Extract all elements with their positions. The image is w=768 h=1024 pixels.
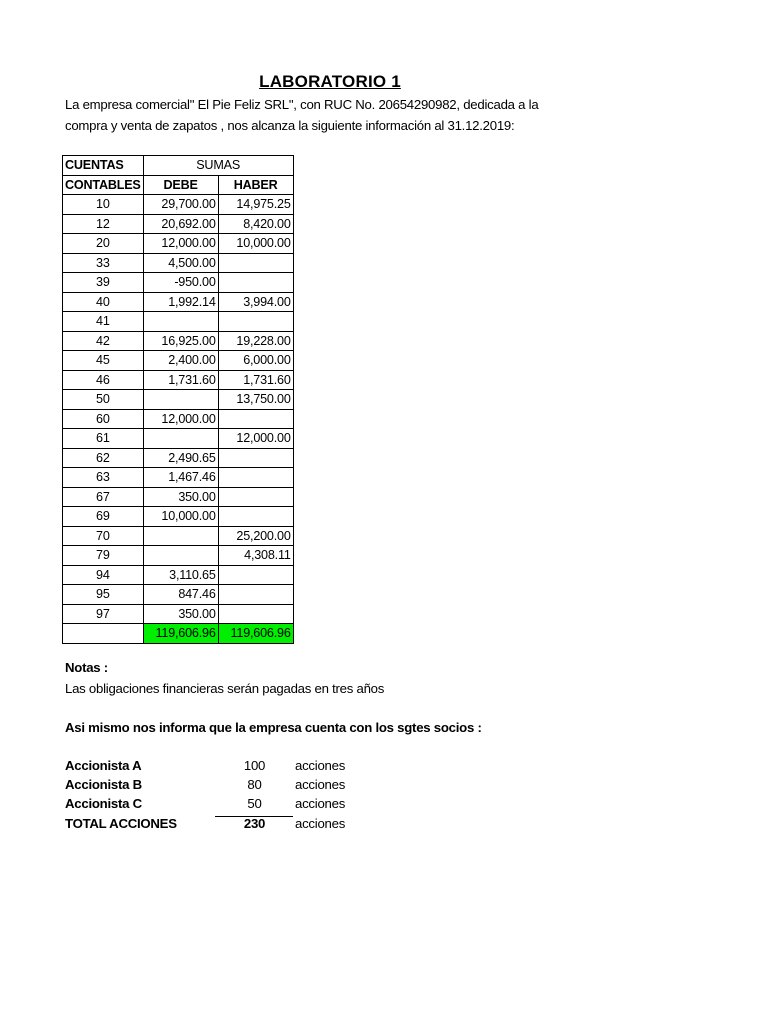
ledger-row: [63, 487, 294, 507]
ledger-row: [63, 468, 294, 488]
ledger-row: [63, 214, 294, 234]
shareholder-row-c: [65, 796, 365, 815]
haber-cell: 3,994.00: [218, 292, 293, 312]
account-code-cell: 20: [63, 234, 144, 254]
debe-cell: -950.00: [143, 273, 218, 293]
haber-cell: [218, 409, 293, 429]
notes-line-2: Asi mismo nos informa que la empresa cuenta con los sgtes socios :: [65, 720, 482, 735]
account-code-cell: 12: [63, 214, 144, 234]
ledger-row: [63, 604, 294, 624]
haber-cell: 14,975.25: [218, 195, 293, 215]
ledger-row: [63, 351, 294, 371]
shareholder-row-b: [65, 777, 365, 796]
haber-cell: 19,228.00: [218, 331, 293, 351]
totals-empty-cell: [63, 624, 144, 644]
ledger-row: [63, 253, 294, 273]
account-code-cell: 60: [63, 409, 144, 429]
shareholder-total-qty: 230: [243, 816, 266, 831]
account-code-cell: 46: [63, 370, 144, 390]
debe-cell: 350.00: [143, 604, 218, 624]
account-code-cell: 63: [63, 468, 144, 488]
debe-cell: 1,731.60: [143, 370, 218, 390]
ledger-row: [63, 409, 294, 429]
header-debe: DEBE: [143, 175, 218, 195]
header-contables: CONTABLES: [63, 175, 144, 195]
debe-cell: 2,490.65: [143, 448, 218, 468]
total-haber-cell: 119,606.96: [218, 624, 293, 644]
notes-line-1: Las obligaciones financieras serán pagadas en tres años: [65, 681, 385, 696]
ledger-row: [63, 507, 294, 527]
debe-cell: 350.00: [143, 487, 218, 507]
account-code-cell: 95: [63, 585, 144, 605]
account-code-cell: 10: [63, 195, 144, 215]
ledger-row: [63, 331, 294, 351]
haber-cell: 10,000.00: [218, 234, 293, 254]
haber-cell: 13,750.00: [218, 390, 293, 410]
shareholder-unit: acciones: [295, 796, 346, 811]
intro-line-1: La empresa comercial" El Pie Feliz SRL", con RUC No. 20654290982, dedicada a la: [65, 97, 539, 112]
account-code-cell: 42: [63, 331, 144, 351]
ledger-row: [63, 312, 294, 332]
shareholder-total-unit: acciones: [295, 816, 346, 831]
total-debe-cell: 119,606.96: [143, 624, 218, 644]
ledger-row: [63, 390, 294, 410]
haber-cell: [218, 585, 293, 605]
account-code-cell: 40: [63, 292, 144, 312]
account-code-cell: 97: [63, 604, 144, 624]
debe-cell: 4,500.00: [143, 253, 218, 273]
debe-cell: 2,400.00: [143, 351, 218, 371]
account-code-cell: 39: [63, 273, 144, 293]
ledger-header-row-2: [63, 175, 294, 195]
shareholder-qty: 100: [243, 758, 266, 773]
debe-cell: 1,992.14: [143, 292, 218, 312]
shareholder-name: Accionista B: [65, 777, 142, 792]
debe-cell: 1,467.46: [143, 468, 218, 488]
shareholder-qty: 80: [247, 777, 262, 792]
ledger-row: [63, 546, 294, 566]
shareholder-unit: acciones: [295, 777, 346, 792]
haber-cell: [218, 487, 293, 507]
ledger-row: [63, 370, 294, 390]
ledger-row: [63, 429, 294, 449]
shareholder-name: Accionista C: [65, 796, 142, 811]
ledger-header-row-1: [63, 156, 294, 176]
ledger-row: [63, 585, 294, 605]
account-code-cell: 69: [63, 507, 144, 527]
haber-cell: [218, 565, 293, 585]
ledger-row: [63, 292, 294, 312]
debe-cell: [143, 546, 218, 566]
ledger-row: [63, 526, 294, 546]
account-code-cell: 70: [63, 526, 144, 546]
debe-cell: [143, 390, 218, 410]
header-haber: HABER: [218, 175, 293, 195]
account-code-cell: 50: [63, 390, 144, 410]
ledger-table: [62, 155, 294, 644]
haber-cell: 25,200.00: [218, 526, 293, 546]
haber-cell: [218, 312, 293, 332]
haber-cell: [218, 468, 293, 488]
shareholder-total-row: [65, 816, 365, 835]
shareholder-row-a: [65, 758, 365, 777]
debe-cell: [143, 429, 218, 449]
ledger-row: [63, 234, 294, 254]
haber-cell: 8,420.00: [218, 214, 293, 234]
haber-cell: 1,731.60: [218, 370, 293, 390]
haber-cell: [218, 507, 293, 527]
shareholder-name: Accionista A: [65, 758, 142, 773]
haber-cell: 12,000.00: [218, 429, 293, 449]
account-code-cell: 61: [63, 429, 144, 449]
debe-cell: 16,925.00: [143, 331, 218, 351]
account-code-cell: 33: [63, 253, 144, 273]
ledger-row: [63, 273, 294, 293]
ledger-row: [63, 448, 294, 468]
header-cuentas: CUENTAS: [63, 156, 144, 176]
haber-cell: [218, 253, 293, 273]
debe-cell: [143, 526, 218, 546]
notes-heading: Notas :: [65, 660, 108, 675]
account-code-cell: 45: [63, 351, 144, 371]
shareholder-unit: acciones: [295, 758, 346, 773]
account-code-cell: 62: [63, 448, 144, 468]
account-code-cell: 79: [63, 546, 144, 566]
debe-cell: 12,000.00: [143, 234, 218, 254]
account-code-cell: 41: [63, 312, 144, 332]
ledger-row: [63, 195, 294, 215]
ledger-row: [63, 565, 294, 585]
haber-cell: [218, 448, 293, 468]
intro-line-2: compra y venta de zapatos , nos alcanza la siguiente información al 31.12.2019:: [65, 118, 515, 133]
page-title: LABORATORIO 1: [259, 72, 401, 91]
header-sumas: SUMAS: [143, 156, 293, 176]
haber-cell: 4,308.11: [218, 546, 293, 566]
debe-cell: 3,110.65: [143, 565, 218, 585]
haber-cell: [218, 604, 293, 624]
debe-cell: 20,692.00: [143, 214, 218, 234]
debe-cell: 847.46: [143, 585, 218, 605]
shareholder-qty: 50: [247, 796, 262, 811]
debe-cell: 29,700.00: [143, 195, 218, 215]
debe-cell: [143, 312, 218, 332]
account-code-cell: 94: [63, 565, 144, 585]
debe-cell: 12,000.00: [143, 409, 218, 429]
haber-cell: [218, 273, 293, 293]
ledger-totals-row: [63, 624, 294, 644]
account-code-cell: 67: [63, 487, 144, 507]
shareholder-total-label: TOTAL ACCIONES: [65, 816, 177, 831]
haber-cell: 6,000.00: [218, 351, 293, 371]
debe-cell: 10,000.00: [143, 507, 218, 527]
